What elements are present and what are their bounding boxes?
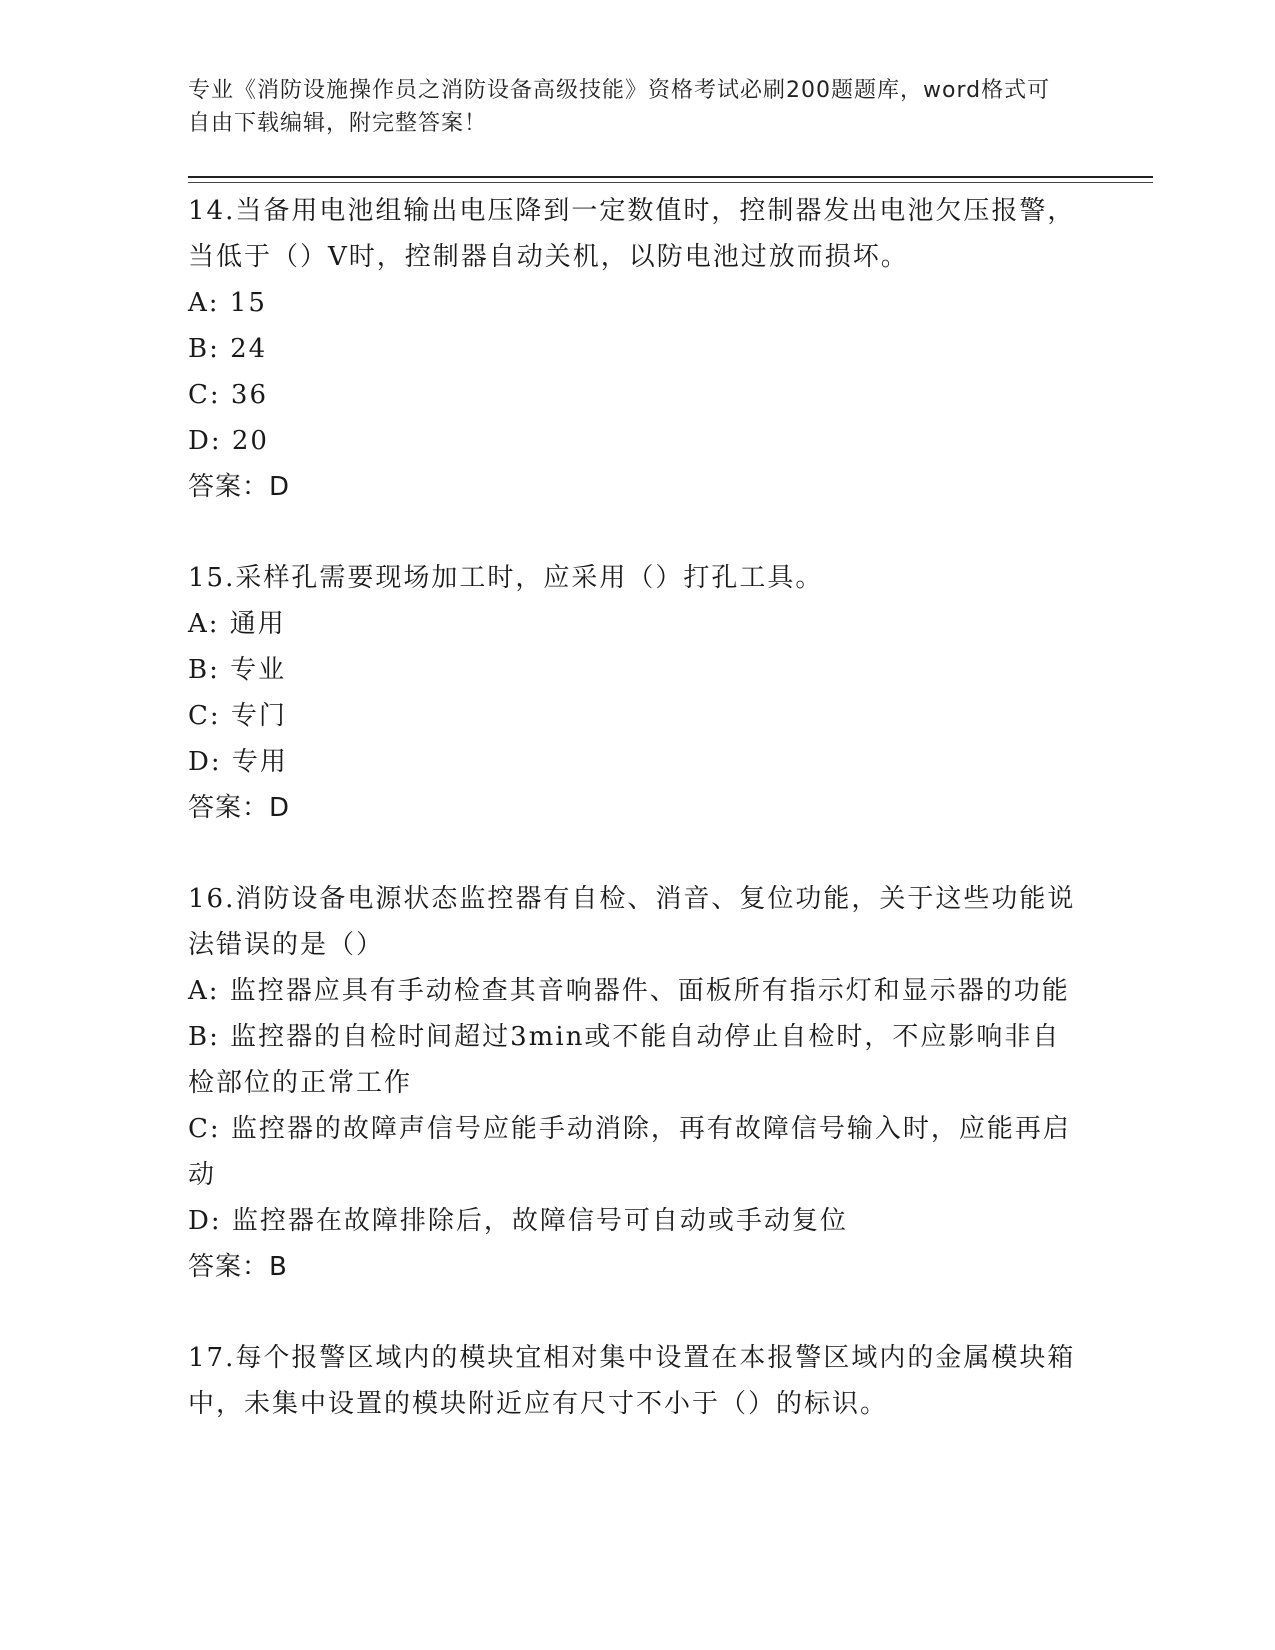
question-stem: 17.每个报警区域内的模块宜相对集中设置在本报警区域内的金属模块箱中，未集中设置的模块附近应有尺寸不小于（）的标识。 — [188, 1343, 1076, 1419]
question-stem: 14.当备用电池组输出电压降到一定数值时，控制器发出电池欠压报警，当低于（）V时，控制器自动关机，以防电池过放而损坏。 — [188, 196, 1076, 272]
question-16 — [188, 876, 1078, 1290]
option-b: B: 专业 — [188, 655, 287, 685]
header-text: 专业《消防设施操作员之消防设备高级技能》资格考试必刷200题题库，word格式可自由下载编辑，附完整答案！ — [188, 78, 1051, 136]
option-c: C: 专门 — [188, 701, 287, 731]
option-a: A: 15 — [188, 288, 267, 318]
header-rule-thin — [188, 182, 1153, 183]
question-stem: 15.采样孔需要现场加工时，应采用（）打孔工具。 — [188, 563, 824, 593]
option-a: A: 通用 — [188, 609, 286, 639]
option-c: C: 监控器的故障声信号应能手动消除，再有故障信号输入时，应能再启动 — [188, 1114, 1071, 1190]
document-header — [188, 74, 1068, 140]
question-stem: 16.消防设备电源状态监控器有自检、消音、复位功能，关于这些功能说法错误的是（） — [188, 884, 1076, 960]
option-d: D: 20 — [188, 426, 269, 456]
option-d: D: 专用 — [188, 747, 288, 777]
question-list — [188, 188, 1078, 1472]
answer: 答案：B — [188, 1252, 288, 1282]
option-c: C: 36 — [188, 380, 269, 410]
question-14 — [188, 188, 1078, 510]
answer: 答案：D — [188, 793, 291, 823]
answer: 答案：D — [188, 472, 291, 502]
question-15 — [188, 555, 1078, 831]
option-b: B: 24 — [188, 334, 268, 364]
question-17 — [188, 1335, 1078, 1427]
option-a: A: 监控器应具有手动检查其音响器件、面板所有指示灯和显示器的功能 — [188, 976, 1070, 1006]
header-rule-thick — [188, 176, 1153, 178]
option-d: D: 监控器在故障排除后，故障信号可自动或手动复位 — [188, 1206, 848, 1236]
option-b: B: 监控器的自检时间超过3min或不能自动停止自检时，不应影响非自检部位的正常工作 — [188, 1022, 1061, 1098]
